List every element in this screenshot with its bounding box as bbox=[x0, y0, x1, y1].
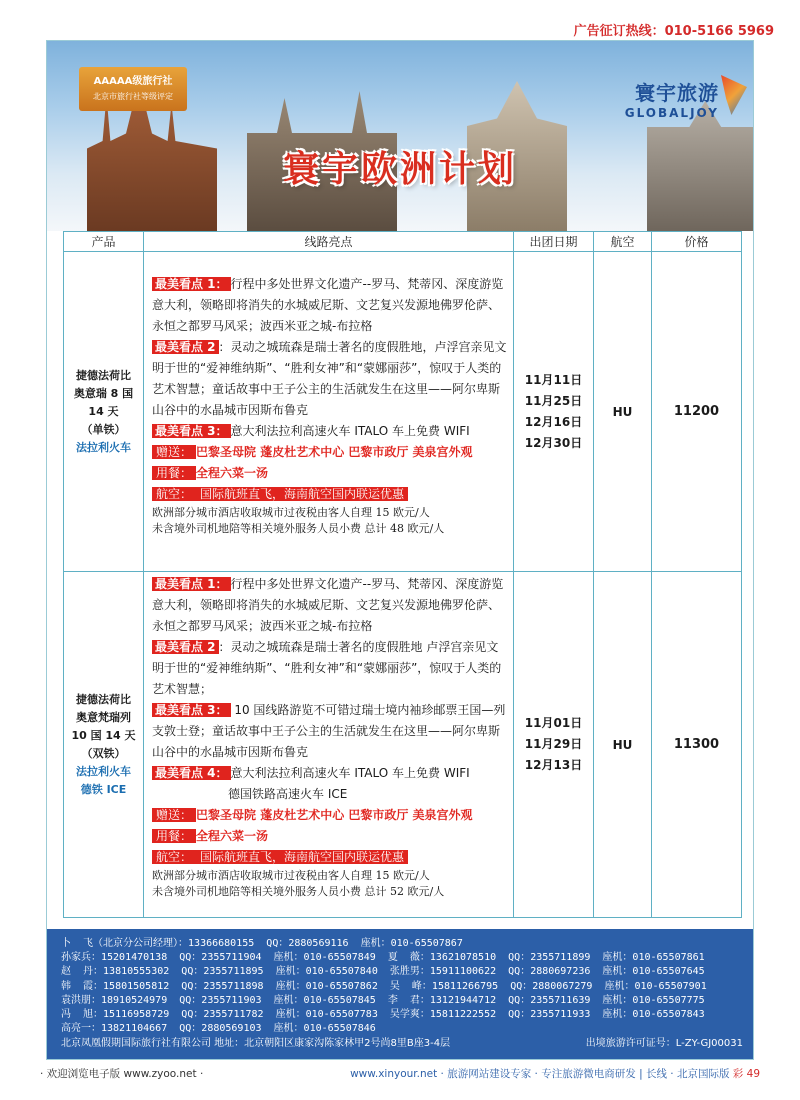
price-cell: 11300 bbox=[652, 572, 742, 918]
contact-row: 韩 霞：15801505812 QQ：2355711898 座机：010-65507862 吴 峰：15811266795 QQ：2880067279 座机：010-65507901 bbox=[61, 980, 707, 992]
header-highlights: 线路亮点 bbox=[144, 232, 514, 252]
product-line: （单铁） bbox=[81, 422, 126, 436]
header-dates: 出团日期 bbox=[514, 232, 594, 252]
logo-chinese: 寰宇旅游 bbox=[635, 81, 719, 105]
highlight-4 bbox=[152, 763, 509, 784]
departure-date: 11月25日 bbox=[524, 393, 583, 408]
departure-date: 12月30日 bbox=[524, 435, 583, 450]
footer-ebook-link[interactable]: · 欢迎浏览电子版 www.zyoo.net · bbox=[40, 1068, 204, 1080]
departure-date: 12月16日 bbox=[524, 414, 583, 429]
tax-note: 欧洲部分城市酒店收取城市过夜税由客人自理 15 欧元/人 bbox=[152, 506, 430, 519]
departure-date: 11月29日 bbox=[524, 737, 583, 751]
highlight-text: 行程中多处世界文化遗产--罗马、梵蒂冈、深度游览意大利，领略即将消失的水城威尼斯、文艺复兴发源地佛罗伦萨、永恒之都罗马风采；波西米亚之城-布拉格 bbox=[152, 277, 504, 333]
product-line: 法拉利火车 bbox=[76, 764, 131, 778]
contacts-panel bbox=[47, 929, 753, 1059]
product-line: 法拉利火车 bbox=[76, 440, 131, 454]
badge-caption: 北京市旅行社等级评定 bbox=[93, 92, 173, 101]
tip-note: 未含境外司机地陪等相关境外服务人员小费 总计 52 欧元/人 bbox=[152, 885, 445, 898]
highlight-1 bbox=[152, 274, 509, 337]
highlight-label: 最美看点 3： bbox=[152, 424, 231, 438]
highlight-text: 10 国线路游览不可错过瑞士境内袖珍邮票王国—列支敦士登；童话故事中王子公主的生活就发生在这里——阿尔卑斯山谷中的水晶城市因斯布鲁克 bbox=[152, 703, 506, 759]
meal-text: 全程六菜一汤 bbox=[196, 829, 269, 843]
highlights-cell bbox=[144, 252, 514, 572]
price-cell: 11200 bbox=[652, 252, 742, 572]
product-line: 10 国 14 天 bbox=[71, 728, 136, 742]
page-number: 彩 49 bbox=[732, 1068, 760, 1080]
dates-cell bbox=[514, 572, 594, 918]
header-airline: 航空 bbox=[594, 232, 652, 252]
flight-text: 国际航班直飞，海南航空国内联运优惠 bbox=[196, 850, 408, 864]
highlight-3 bbox=[152, 421, 509, 442]
brand-logo bbox=[625, 77, 719, 120]
product-line: 14 天 bbox=[88, 404, 119, 418]
gift-label: 赠送： bbox=[152, 808, 196, 822]
departure-date: 11月01日 bbox=[524, 716, 583, 730]
flight-line bbox=[152, 484, 509, 505]
highlight-label: 最美看点 1： bbox=[152, 277, 231, 291]
globaljoy-logo-icon bbox=[721, 75, 747, 115]
highlight-2 bbox=[152, 637, 509, 700]
product-line: 捷德法荷比 bbox=[76, 368, 131, 382]
product-cell bbox=[64, 252, 144, 572]
product-line: （双铁） bbox=[81, 746, 126, 760]
highlight-label: 最美看点 2 bbox=[152, 340, 219, 354]
highlights-cell bbox=[144, 572, 514, 918]
airline-cell: HU bbox=[594, 252, 652, 572]
rating-badge bbox=[79, 67, 187, 111]
product-line: 奥意梵瑞列 bbox=[76, 710, 131, 724]
highlight-text: 意大利法拉利高速火车 ITALO 车上免费 WIFI bbox=[230, 766, 470, 780]
table-row bbox=[64, 252, 742, 572]
highlight-3 bbox=[152, 700, 509, 763]
tip-note: 未含境外司机地陪等相关境外服务人员小费 总计 48 欧元/人 bbox=[152, 522, 445, 535]
highlight-text: 行程中多处世界文化遗产--罗马、梵蒂冈、深度游览意大利，领略即将消失的水城威尼斯、文艺复兴发源地佛罗伦萨、永恒之都罗马风采；波西米亚之城-布拉格 bbox=[152, 577, 504, 633]
highlight-label: 最美看点 2 bbox=[152, 640, 219, 654]
gift-text: 巴黎圣母院 蓬皮杜艺术中心 巴黎市政厅 美泉宫外观 bbox=[196, 808, 473, 822]
header-product: 产品 bbox=[64, 232, 144, 252]
highlight-label: 最美看点 1： bbox=[152, 577, 231, 591]
table-header-row bbox=[64, 232, 742, 252]
contact-row: 卜 飞（北京分公司经理）：13366680155 QQ：2880569116 座机：010-65507867 bbox=[61, 938, 463, 949]
license-number: 出境旅游许可证号：L-ZY-GJ00031 bbox=[585, 1038, 743, 1050]
badge-rating: AAAAA级旅行社 bbox=[93, 76, 173, 87]
contact-row: 袁洪朋：18910524979 QQ：2355711903 座机：010-65507845 李 君：13121944712 QQ：2355711639 座机：010-65507775 bbox=[61, 994, 705, 1006]
banner-title: 寰宇欧洲计划 bbox=[282, 149, 517, 190]
page-footer bbox=[40, 1066, 760, 1081]
highlight-label: 最美看点 3： bbox=[152, 703, 231, 717]
highlight-2 bbox=[152, 337, 509, 421]
highlight-text: ：灵动之城琉森是瑞士著名的度假胜地 卢浮宫亲见文明于世的“爱神维纳斯”、“胜利女神”和“蒙娜丽莎”，惊叹于人类的艺术智慧； bbox=[152, 640, 502, 696]
product-line: 德铁 ICE bbox=[80, 782, 127, 796]
contact-row: 冯 旭：15116958729 QQ：2355711782 座机：010-65507783 吴学爽：15811222552 QQ：2355711933 座机：010-65507843 bbox=[61, 1009, 705, 1021]
highlight-1 bbox=[152, 574, 509, 637]
company-address: 北京凤凰假期国际旅行社有限公司 地址：北京朝阳区康家沟陈家林甲2号尚8里B座3-4层 bbox=[61, 1038, 451, 1050]
product-line: 奥意瑞 8 国 bbox=[73, 386, 134, 400]
contact-row: 赵 丹：13810555302 QQ：2355711895 座机：010-65507840 张胜男：15911100622 QQ：2880697236 座机：010-65507645 bbox=[61, 966, 705, 978]
highlight-text: ：灵动之城琉森是瑞士著名的度假胜地，卢浮宫亲见文明于世的“爱神维纳斯”、“胜利女神”和“蒙娜丽莎”，惊叹于人类的艺术智慧；童话故事中王子公主的生活就发生在这里——阿尔卑斯山谷中的水晶城市因斯布鲁克 bbox=[152, 340, 507, 417]
banner bbox=[47, 41, 753, 231]
gift-line bbox=[152, 805, 509, 826]
gift-text: 巴黎圣母院 蓬皮杜艺术中心 巴黎市政厅 美泉宫外观 bbox=[196, 445, 473, 459]
company-line bbox=[61, 1037, 743, 1051]
meal-line bbox=[152, 463, 509, 484]
gift-label: 赠送： bbox=[152, 445, 196, 459]
footer-site-info[interactable]: www.xinyour.net · 旅游网站建设专家 · 专注旅游微电商研发 | 长线 · 北京国际版 bbox=[350, 1068, 730, 1080]
header-price: 价格 bbox=[652, 232, 742, 252]
flight-line bbox=[152, 847, 509, 868]
flight-label: 航空： bbox=[152, 850, 196, 864]
meal-label: 用餐： bbox=[152, 466, 196, 480]
highlight-label: 最美看点 4： bbox=[152, 766, 231, 780]
airline-cell: HU bbox=[594, 572, 652, 918]
table-row bbox=[64, 572, 742, 918]
meal-line bbox=[152, 826, 509, 847]
highlight-text: 意大利法拉利高速火车 ITALO 车上免费 WIFI bbox=[230, 424, 470, 438]
ad-hotline: 广告征订热线：010-5166 5969 bbox=[573, 24, 774, 39]
logo-english: GLOBALJOY bbox=[624, 106, 719, 120]
tax-note: 欧洲部分城市酒店收取城市过夜税由客人自理 15 欧元/人 bbox=[152, 869, 430, 882]
contact-row: 孙家兵：15201470138 QQ：2355711904 座机：010-65507849 夏 薇：13621078510 QQ：2355711899 座机：010-65507861 bbox=[61, 952, 705, 964]
product-line: 捷德法荷比 bbox=[76, 692, 131, 706]
contact-row: 高亮一：13821104667 QQ：2880569103 座机：010-65507846 bbox=[61, 1023, 376, 1035]
meal-label: 用餐： bbox=[152, 829, 196, 843]
departure-date: 11月11日 bbox=[524, 372, 583, 387]
flight-text: 国际航班直飞，海南航空国内联运优惠 bbox=[196, 487, 408, 501]
gift-line bbox=[152, 442, 509, 463]
departure-date: 12月13日 bbox=[524, 758, 583, 772]
flight-label: 航空： bbox=[152, 487, 196, 501]
page-frame bbox=[46, 40, 754, 1060]
dates-cell bbox=[514, 252, 594, 572]
highlight-text: 德国铁路高速火车 ICE bbox=[228, 787, 348, 801]
tour-table bbox=[63, 231, 742, 918]
meal-text: 全程六菜一汤 bbox=[196, 466, 269, 480]
product-cell bbox=[64, 572, 144, 918]
